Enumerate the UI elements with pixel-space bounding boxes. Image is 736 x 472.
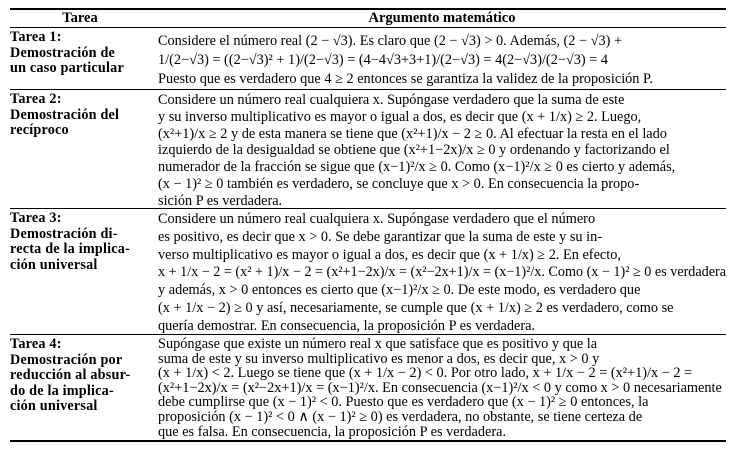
argument-line: (x²+1)/x ≥ 2 y de esta manera se tiene que (x²+1)/x − 2 ≥ 0. Al efectuar la resta en el lado: [158, 125, 667, 142]
argument-line: que es falsa. En consecuencia, la proposición P es verdadera.: [158, 423, 507, 440]
argument-line: (x + 1/x) < 2. Luego se tiene que (x + 1/x − 2) < 0. Por otro lado, x + 1/x − 2 = (x²+1)/x − 2 =: [158, 365, 693, 382]
argument-line: (x²+1−2x)/x = (x²−2x+1)/x = (x−1)²/x. En consecuencia (x−1)²/x < 0 y como x > 0 necesariamente: [158, 379, 722, 396]
task-4-line: Demostración por: [10, 351, 123, 368]
argument-line: numerador de la fracción se sigue que (x−1)²/x ≥ 0. Como (x−1)²/x ≥ 0 es cierto y además,: [158, 159, 676, 176]
argument-line: Considere un número real cualquiera x. Supóngase verdadero que el número: [158, 211, 596, 227]
task-1-line: Tarea 1:: [10, 29, 62, 45]
task-2-line: recíproco: [10, 122, 69, 138]
table-bottom-rule: [10, 440, 726, 442]
task-4-argument: [158, 337, 726, 439]
task-4-line: do de la implica-: [10, 382, 114, 399]
task-2-label: [10, 92, 152, 139]
argument-line: debe cumplirse que (x − 1)² < 0. Puesto que es verdadero que (x − 1)² ≥ 0 entonces, la: [158, 394, 649, 411]
task-2-line: Tarea 2:: [10, 91, 62, 107]
argument-line: quería demostrar. En consecuencia, la proposición P es verdadera.: [158, 317, 536, 334]
task-1-argument: [158, 32, 726, 89]
task-3-argument: [158, 211, 726, 336]
argument-line: sición P es verdadera.: [158, 192, 283, 209]
argument-line: Puesto que es verdadero que 4 ≥ 2 entonces se garantiza la validez de la proposición P.: [158, 71, 653, 87]
task-4-line: ción universal: [10, 398, 98, 414]
argument-line: Supóngase que existe un número real x que satisface que es positivo y que la: [158, 336, 598, 352]
task-3-line: ción universal: [10, 256, 98, 273]
argument-line: suma de este y su inverso multiplicativo es menor a dos, es decir que, x > 0 y: [158, 350, 600, 367]
row-rule-1: [10, 89, 726, 90]
task-3-line: Tarea 3:: [10, 210, 62, 226]
task-2-argument: [158, 92, 726, 210]
header-task: Tarea: [62, 10, 98, 26]
task-4-line: Tarea 4:: [10, 336, 62, 352]
header-rule: [10, 27, 726, 28]
argument-line: (x − 1)² ≥ 0 también es verdadero, se concluye que x > 0. En consecuencia la propo-: [158, 175, 640, 192]
argument-line: y su inverso multiplicativo es mayor o igual a dos, es decir que (x + 1/x) ≥ 2. Luego,: [158, 108, 642, 125]
argument-line: 1/(2−√3) = ((2−√3)² + 1)/(2−√3) = (4−4√3+3+1)/(2−√3) = 4(2−√3)/(2−√3) = 4: [158, 52, 609, 68]
task-3-line: recta de la implica-: [10, 241, 130, 257]
header-argument: Argumento matemático: [368, 10, 516, 26]
argument-line: (x + 1/x − 2) ≥ 0 y así, necesariamente, se cumple que (x + 1/x) ≥ 2 es verdadero, como se: [158, 299, 674, 316]
task-3-label: [10, 211, 152, 273]
argument-line: x + 1/x − 2 = (x² + 1)/x − 2 = (x²+1−2x)/x = (x²−2x+1)/x = (x−1)²/x. Como (x − 1)² ≥ 0 es verdadera: [158, 264, 727, 281]
argument-line: izquierdo de la desigualdad se obtiene que (x²+1−2x)/x ≥ 0 y ordenando y factorizando el: [158, 142, 670, 159]
task-2-line: Demostración del: [10, 106, 120, 123]
task-1-line: un caso particular: [10, 60, 124, 76]
task-4-line: reducción al absur-: [10, 367, 131, 383]
task-1-label: [10, 30, 152, 77]
argument-line: y además, x > 0 entonces es cierto que (x−1)²/x ≥ 0. De este modo, es verdadero que: [158, 282, 641, 299]
task-3-line: Demostración di-: [10, 225, 118, 242]
argument-line: proposición (x − 1)² < 0 ∧ (x − 1)² ≥ 0) es verdadera, no obstante, se tiene certeza de: [158, 408, 643, 425]
task-4-label: [10, 337, 152, 415]
argument-line: Considere el número real (2 − √3). Es claro que (2 − √3) > 0. Además, (2 − √3) +: [158, 33, 623, 49]
task-1-line: Demostración de: [10, 44, 116, 61]
argument-line: verso multiplicativo es mayor o igual a dos, es decir que (x + 1/x) ≥ 2. En efecto,: [158, 246, 621, 263]
argument-line: Considere un número real cualquiera x. Supóngase verdadero que la suma de este: [158, 92, 625, 108]
argument-line: es positivo, es decir que x > 0. Se debe garantizar que la suma de este y su in-: [158, 228, 602, 245]
